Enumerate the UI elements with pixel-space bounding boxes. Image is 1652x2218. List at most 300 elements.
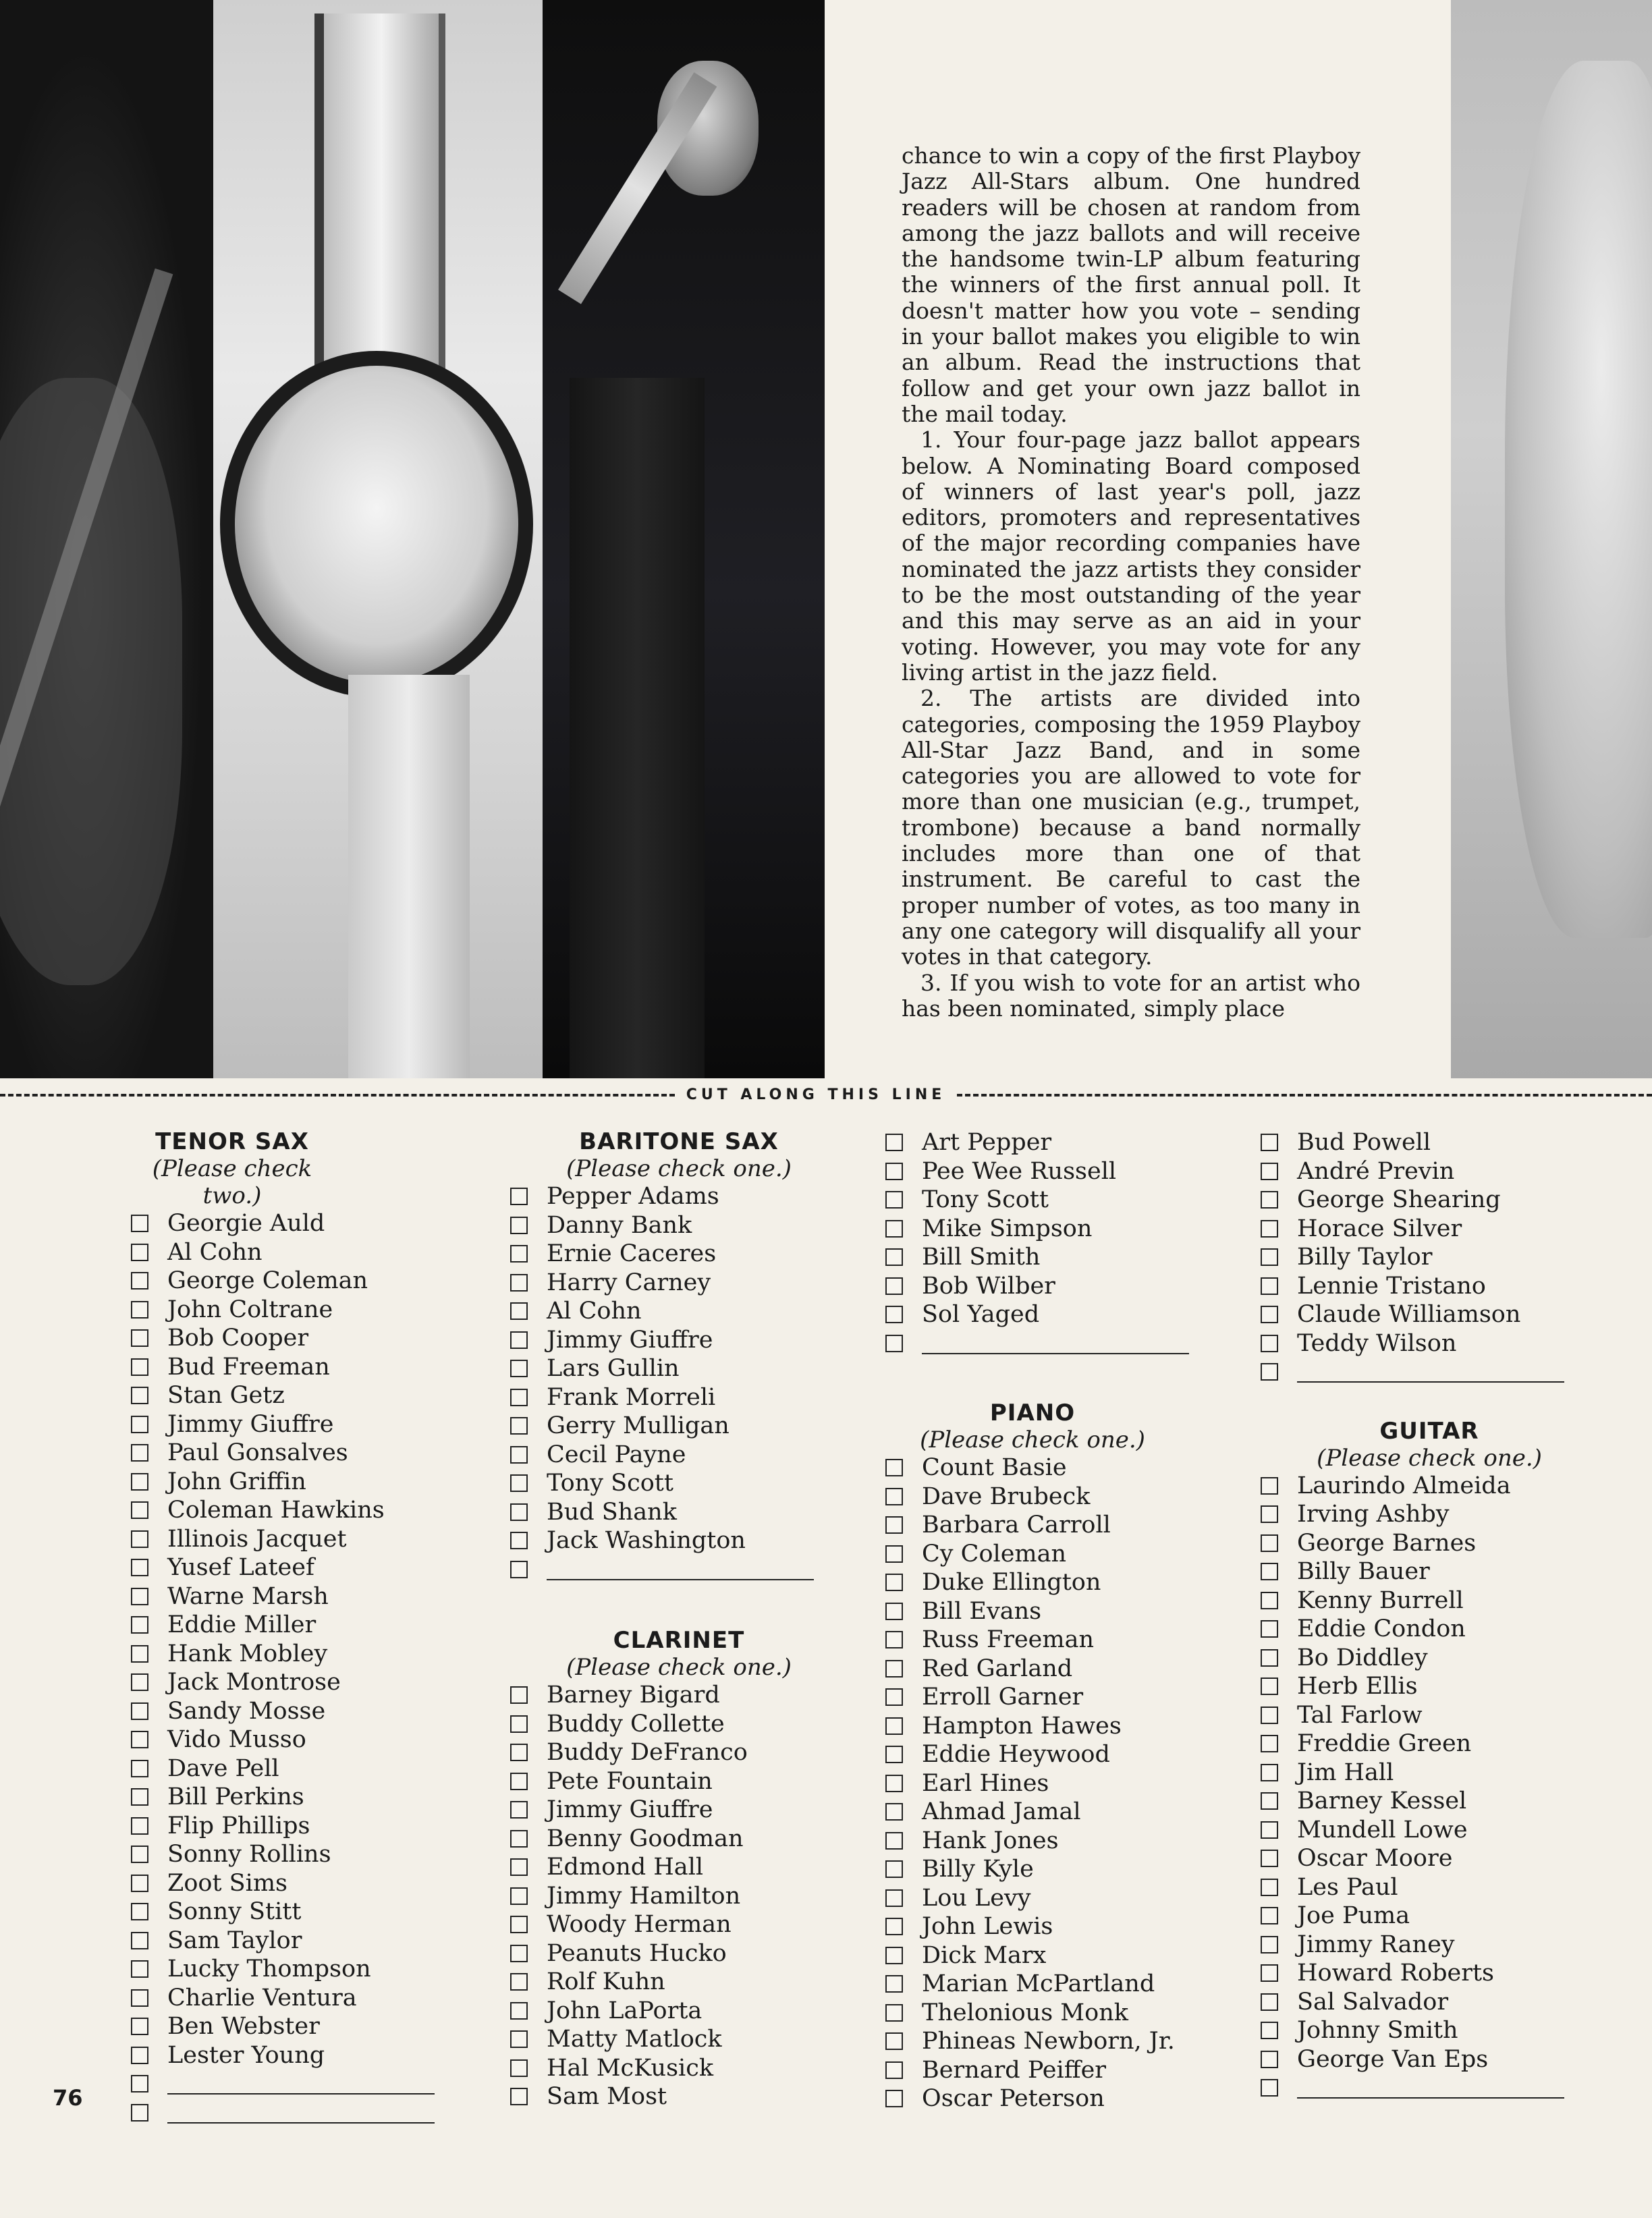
option-label: Jimmy Giuffre [167, 1410, 334, 1438]
checkbox[interactable] [510, 1916, 528, 1933]
ballot-option[interactable] [131, 1353, 441, 1382]
checkbox[interactable] [131, 1645, 148, 1663]
ballot-option[interactable] [1261, 1215, 1571, 1244]
ballot-option[interactable] [1261, 1959, 1571, 1988]
ballot-option[interactable] [510, 2025, 821, 2054]
ballot-option[interactable] [510, 1710, 821, 1739]
checkbox[interactable] [885, 2004, 903, 2022]
ballot-option[interactable] [131, 1410, 441, 1439]
ballot-option[interactable] [510, 1910, 821, 1939]
ballot-option[interactable] [510, 1354, 821, 1383]
cut-line [0, 1085, 1652, 1105]
ballot-option[interactable] [131, 1955, 441, 1984]
checkbox[interactable] [510, 1801, 528, 1819]
checkbox[interactable] [1261, 1248, 1278, 1266]
baritone-sax-header [510, 1128, 848, 1182]
ballot-option[interactable] [131, 1209, 441, 1238]
checkbox[interactable] [885, 1660, 903, 1678]
checkbox[interactable] [1261, 1335, 1278, 1352]
checkbox[interactable] [510, 1887, 528, 1905]
ballot-option[interactable] [510, 1383, 821, 1412]
option-label: Vido Musso [167, 1726, 306, 1753]
ballot-option[interactable] [1261, 1873, 1571, 1902]
checkbox[interactable] [131, 1760, 148, 1777]
checkbox[interactable] [510, 1561, 528, 1578]
checkbox[interactable] [510, 1945, 528, 1962]
checkbox[interactable] [1261, 1363, 1278, 1381]
ballot-option[interactable] [510, 1211, 821, 1240]
checkbox[interactable] [131, 2047, 148, 2064]
cut-line-dashes-right [957, 1094, 1652, 1097]
write-in-line[interactable] [547, 1559, 814, 1580]
intro-paragraph: 1. Your four-page jazz ballot appears below. A Nominating Board composed of winners of last year's poll, jazz editors, promoters and representatives of the major recording companies have nominated the jazz artists they consider to be the most outstanding of the year and this may serve as an aid in your voting. However, you may vote for any living artist in the jazz field. [902, 426, 1360, 686]
option-label: Barney Kessel [1297, 1787, 1467, 1814]
ballot-option[interactable] [131, 1582, 441, 1611]
ballot-option[interactable] [131, 1381, 441, 1410]
option-label: Eddie Miller [167, 1611, 316, 1638]
checkbox[interactable] [885, 1335, 903, 1352]
ballot-option[interactable] [1261, 1844, 1571, 1873]
ballot-option[interactable] [885, 1655, 1196, 1684]
checkbox[interactable] [131, 1932, 148, 1949]
option-label: Tony Scott [922, 1186, 1049, 1213]
section-title: TENOR SAX [155, 1128, 309, 1155]
ballot-option[interactable] [131, 1439, 441, 1468]
option-label: Claude Williamson [1297, 1301, 1521, 1328]
ballot-option[interactable] [885, 1626, 1196, 1655]
checkbox[interactable] [885, 1746, 903, 1763]
checkbox[interactable] [510, 1245, 528, 1263]
ballot-option[interactable] [510, 1681, 821, 1710]
ballot-option[interactable] [510, 1469, 821, 1498]
checkbox[interactable] [885, 1248, 903, 1266]
checkbox[interactable] [510, 1188, 528, 1205]
checkbox[interactable] [885, 1163, 903, 1180]
ballot-option[interactable] [1261, 1931, 1571, 1960]
checkbox[interactable] [131, 1702, 148, 1720]
checkbox[interactable] [1261, 1563, 1278, 1580]
intro-paragraph: 3. If you wish to vote for an artist who has been nominated, simply place [902, 969, 1360, 1022]
checkbox[interactable] [885, 2061, 903, 2079]
checkbox[interactable] [1261, 1964, 1278, 1982]
checkbox[interactable] [1261, 1649, 1278, 1667]
checkbox[interactable] [885, 1947, 903, 1964]
ballot-option[interactable] [510, 1882, 821, 1911]
ballot-option[interactable] [1261, 1729, 1571, 1758]
checkbox[interactable] [885, 1832, 903, 1850]
ballot-option[interactable] [885, 1912, 1196, 1941]
option-label: Rolf Kuhn [547, 1968, 665, 1995]
ballot-option[interactable] [510, 2054, 821, 2083]
checkbox[interactable] [131, 1301, 148, 1319]
option-label: Hal McKusick [547, 2054, 714, 2082]
ballot-option[interactable] [510, 1767, 821, 1796]
ballot-option[interactable] [131, 1812, 441, 1841]
write-in-row[interactable] [1261, 1358, 1571, 1387]
ballot-option[interactable] [1261, 1701, 1571, 1730]
write-in-row[interactable] [885, 1329, 1196, 1358]
option-label: Hank Mobley [167, 1640, 328, 1667]
write-in-row[interactable] [1261, 2074, 1571, 2103]
option-label: Harry Carney [547, 1269, 711, 1296]
checkbox[interactable] [131, 1673, 148, 1691]
checkbox[interactable] [1261, 1505, 1278, 1523]
write-in-row[interactable] [131, 2099, 441, 2128]
checkbox[interactable] [510, 1858, 528, 1876]
checkbox[interactable] [131, 1559, 148, 1576]
ballot-option[interactable] [885, 1157, 1196, 1186]
ballot-option[interactable] [1261, 1644, 1571, 1673]
ballot-option[interactable] [510, 1297, 821, 1326]
ballot-option[interactable] [1261, 1816, 1571, 1845]
ballot-option[interactable] [1261, 1557, 1571, 1586]
checkbox[interactable] [885, 1860, 903, 1878]
ballot-option[interactable] [885, 1884, 1196, 1913]
write-in-row[interactable] [131, 2070, 441, 2099]
checkbox[interactable] [1261, 1620, 1278, 1638]
checkbox[interactable] [510, 1744, 528, 1761]
checkbox[interactable] [131, 1358, 148, 1376]
ballot-option[interactable] [885, 1568, 1196, 1597]
checkbox[interactable] [131, 1329, 148, 1347]
ballot-option[interactable] [1261, 1128, 1571, 1157]
checkbox[interactable] [131, 1731, 148, 1748]
checkbox[interactable] [510, 1532, 528, 1549]
option-label: Laurindo Almeida [1297, 1472, 1511, 1499]
checkbox[interactable] [885, 1889, 903, 1907]
checkbox[interactable] [131, 2104, 148, 2122]
checkbox[interactable] [510, 1217, 528, 1234]
ballot-option[interactable] [885, 1683, 1196, 1712]
ballot-option[interactable] [510, 1326, 821, 1355]
ballot-option[interactable] [1261, 1787, 1571, 1816]
ballot-option[interactable] [885, 1597, 1196, 1626]
ballot-option[interactable] [885, 2084, 1196, 2113]
checkbox[interactable] [885, 2090, 903, 2107]
ballot-column-1 [131, 1128, 441, 2127]
checkbox[interactable] [510, 1417, 528, 1435]
checkbox[interactable] [131, 1588, 148, 1605]
ballot-option[interactable] [131, 1553, 441, 1582]
ballot-option[interactable] [131, 1754, 441, 1783]
ballot-option[interactable] [885, 1272, 1196, 1301]
checkbox[interactable] [131, 1989, 148, 2007]
ballot-option[interactable] [131, 1897, 441, 1926]
checkbox[interactable] [510, 1973, 528, 1991]
checkbox[interactable] [885, 1803, 903, 1821]
checkbox[interactable] [510, 2030, 528, 2048]
ballot-option[interactable] [131, 1783, 441, 1812]
ballot-option[interactable] [885, 1970, 1196, 1999]
checkbox[interactable] [885, 1775, 903, 1792]
checkbox[interactable] [885, 1306, 903, 1323]
ballot-option[interactable] [1261, 1243, 1571, 1272]
checkbox[interactable] [510, 2002, 528, 2020]
option-label: Peanuts Hucko [547, 1939, 727, 1967]
checkbox[interactable] [1261, 1792, 1278, 1810]
checkbox[interactable] [131, 1244, 148, 1261]
ballot-option[interactable] [510, 1968, 821, 1997]
ballot-option[interactable] [885, 1999, 1196, 2028]
option-label: Oscar Moore [1297, 1845, 1453, 1872]
option-label: Sonny Stitt [167, 1898, 302, 1925]
ballot-option[interactable] [1261, 1272, 1571, 1301]
ballot-option[interactable] [885, 1243, 1196, 1272]
checkbox[interactable] [510, 1830, 528, 1848]
ballot-option[interactable] [510, 1526, 821, 1555]
option-label: Sal Salvador [1297, 1988, 1449, 2016]
ballot-option[interactable] [885, 1740, 1196, 1769]
checkbox[interactable] [131, 1530, 148, 1548]
checkbox[interactable] [1261, 1220, 1278, 1238]
option-label: Count Basie [922, 1454, 1067, 1481]
ballot-option[interactable] [1261, 1988, 1571, 2017]
checkbox[interactable] [885, 1488, 903, 1505]
checkbox[interactable] [1261, 1163, 1278, 1180]
checkbox[interactable] [510, 1474, 528, 1492]
checkbox[interactable] [510, 1503, 528, 1521]
ballot-option[interactable] [885, 1540, 1196, 1569]
ballot-option[interactable] [510, 1825, 821, 1854]
checkbox[interactable] [1261, 1821, 1278, 1839]
checkbox[interactable] [1261, 1735, 1278, 1752]
checkbox[interactable] [510, 1302, 528, 1320]
ballot-option[interactable] [1261, 1186, 1571, 1215]
option-label: Dick Marx [922, 1941, 1047, 1969]
ballot-option[interactable] [1261, 1672, 1571, 1701]
checkbox[interactable] [885, 1631, 903, 1648]
section-note: (Please check two.) [152, 1155, 312, 1209]
option-label: Barbara Carroll [922, 1512, 1111, 1538]
checkbox[interactable] [885, 1717, 903, 1735]
ballot-option[interactable] [1261, 1329, 1571, 1358]
option-label: Paul Gonsalves [167, 1439, 348, 1466]
ballot-option[interactable] [1261, 1472, 1571, 1501]
ballot-option[interactable] [131, 2012, 441, 2041]
checkbox[interactable] [1261, 1764, 1278, 1781]
ballot-option[interactable] [885, 1827, 1196, 1856]
ballot-option[interactable] [1261, 2016, 1571, 2045]
checkbox[interactable] [885, 2032, 903, 2050]
checkbox[interactable] [1261, 1277, 1278, 1295]
checkbox[interactable] [131, 1501, 148, 1519]
checkbox[interactable] [1261, 1907, 1278, 1924]
checkbox[interactable] [510, 1331, 528, 1349]
checkbox[interactable] [131, 1272, 148, 1290]
checkbox[interactable] [131, 1788, 148, 1806]
checkbox[interactable] [510, 1715, 528, 1733]
ballot-option[interactable] [885, 1769, 1196, 1798]
checkbox[interactable] [1261, 1936, 1278, 1953]
ballot-option[interactable] [510, 1796, 821, 1825]
checkbox[interactable] [1261, 1477, 1278, 1495]
baritone-sax-list [510, 1182, 821, 1555]
checkbox[interactable] [131, 1473, 148, 1491]
checkbox[interactable] [885, 1918, 903, 1935]
ballot-option[interactable] [510, 1182, 821, 1211]
option-label: Freddie Green [1297, 1730, 1472, 1757]
checkbox[interactable] [885, 1220, 903, 1238]
ballot-option[interactable] [131, 2041, 441, 2070]
option-label: Dave Brubeck [922, 1482, 1091, 1510]
ballot-option[interactable] [1261, 1300, 1571, 1329]
ballot-option[interactable] [510, 1441, 821, 1470]
checkbox[interactable] [510, 2088, 528, 2105]
checkbox[interactable] [1261, 2051, 1278, 2068]
checkbox[interactable] [1261, 2022, 1278, 2039]
option-label: Jimmy Raney [1297, 1931, 1455, 1958]
checkbox[interactable] [1261, 1993, 1278, 2011]
checkbox[interactable] [510, 2059, 528, 2077]
ballot-option[interactable] [1261, 1157, 1571, 1186]
checkbox[interactable] [885, 1277, 903, 1295]
ballot-option[interactable] [885, 1300, 1196, 1329]
checkbox[interactable] [131, 1416, 148, 1433]
checkbox[interactable] [885, 1574, 903, 1591]
option-label: Les Paul [1297, 1873, 1398, 1901]
ballot-option[interactable] [131, 1267, 441, 1296]
checkbox[interactable] [131, 1875, 148, 1892]
checkbox[interactable] [131, 1846, 148, 1863]
option-label: Marian McPartland [922, 1970, 1155, 1997]
ballot-option[interactable] [131, 1525, 441, 1554]
checkbox[interactable] [131, 1215, 148, 1232]
checkbox[interactable] [510, 1274, 528, 1292]
ballot-option[interactable] [510, 1853, 821, 1882]
checkbox[interactable] [1261, 1678, 1278, 1695]
checkbox[interactable] [885, 1975, 903, 1993]
checkbox[interactable] [131, 1387, 148, 1404]
ballot-option[interactable] [131, 1496, 441, 1525]
checkbox[interactable] [1261, 1707, 1278, 1724]
ballot-option[interactable] [1261, 1500, 1571, 1529]
option-label: Jack Washington [547, 1527, 746, 1554]
checkbox[interactable] [510, 1446, 528, 1464]
ballot-option[interactable] [131, 1926, 441, 1956]
checkbox[interactable] [1261, 1879, 1278, 1896]
ballot-option[interactable] [510, 1498, 821, 1527]
ballot-option[interactable] [131, 1840, 441, 1869]
checkbox[interactable] [131, 1616, 148, 1634]
ballot-option[interactable] [510, 1240, 821, 1269]
ballot-option[interactable] [510, 1997, 821, 2026]
ballot-option[interactable] [510, 2082, 821, 2111]
option-label: Duke Ellington [922, 1569, 1101, 1596]
write-in-line[interactable] [167, 2102, 435, 2124]
checkbox[interactable] [131, 1444, 148, 1462]
option-label: Buddy Collette [547, 1710, 725, 1738]
checkbox[interactable] [510, 1389, 528, 1406]
checkbox[interactable] [1261, 1850, 1278, 1867]
ballot-option[interactable] [131, 1869, 441, 1898]
option-label: George Coleman [167, 1267, 368, 1294]
write-in-line[interactable] [167, 2073, 435, 2095]
option-label: Illinois Jacquet [167, 1525, 347, 1553]
ballot-option[interactable] [510, 1738, 821, 1767]
option-label: Al Cohn [547, 1298, 642, 1325]
option-label: Ahmad Jamal [922, 1798, 1081, 1825]
checkbox[interactable] [1261, 1592, 1278, 1609]
ballot-option[interactable] [131, 1238, 441, 1267]
ballot-option[interactable] [131, 1725, 441, 1754]
ballot-option[interactable] [131, 1324, 441, 1353]
checkbox[interactable] [885, 1134, 903, 1151]
checkbox[interactable] [885, 1191, 903, 1209]
intro-paragraph: 2. The artists are divided into categories, composing the 1959 Playboy All-Star Jazz Band, and in some categories you are allowed to vote for more than one musician (e.g., trumpet, trombone) because a band normally includes more than one of that instrument. Be careful to cast the proper number of votes, as too many in any one category will disqualify all your votes in that category. [902, 685, 1360, 970]
ballot-option[interactable] [1261, 1615, 1571, 1644]
write-in-row[interactable] [510, 1555, 821, 1584]
checkbox[interactable] [131, 2018, 148, 2035]
checkbox[interactable] [1261, 2079, 1278, 2097]
ballot-option[interactable] [131, 1640, 441, 1669]
checkbox[interactable] [885, 1459, 903, 1476]
ballot-option[interactable] [131, 1697, 441, 1726]
ballot-option[interactable] [885, 2056, 1196, 2085]
checkbox[interactable] [885, 1545, 903, 1563]
ballot-option[interactable] [885, 1482, 1196, 1512]
checkbox[interactable] [885, 1516, 903, 1534]
ballot-option[interactable] [510, 1412, 821, 1441]
option-label: Pete Fountain [547, 1767, 713, 1795]
checkbox[interactable] [131, 1817, 148, 1835]
option-label: Frank Morreli [547, 1383, 716, 1411]
write-in-line[interactable] [1297, 2077, 1564, 2099]
checkbox[interactable] [885, 1603, 903, 1620]
ballot-option[interactable] [1261, 2045, 1571, 2074]
ballot-option[interactable] [1261, 1758, 1571, 1787]
ballot-option[interactable] [131, 1984, 441, 2013]
checkbox[interactable] [131, 1960, 148, 1978]
ballot-option[interactable] [131, 1611, 441, 1640]
checkbox[interactable] [1261, 1534, 1278, 1552]
option-label: Tal Farlow [1297, 1701, 1423, 1729]
write-in-line[interactable] [922, 1333, 1189, 1354]
option-label: Howard Roberts [1297, 1960, 1494, 1987]
ballot-option[interactable] [885, 1128, 1196, 1157]
option-label: Jimmy Hamilton [547, 1882, 741, 1910]
checkbox[interactable] [510, 1686, 528, 1704]
ballot-option[interactable] [885, 1855, 1196, 1884]
ballot-option[interactable] [885, 1941, 1196, 1970]
ballot-option[interactable] [131, 1468, 441, 1497]
checkbox[interactable] [510, 1773, 528, 1790]
ballot-option[interactable] [885, 2027, 1196, 2056]
write-in-line[interactable] [1297, 1361, 1564, 1383]
ballot-option[interactable] [1261, 1586, 1571, 1615]
checkbox[interactable] [885, 1688, 903, 1706]
ballot-option[interactable] [510, 1269, 821, 1298]
ballot-option[interactable] [510, 1939, 821, 1968]
ballot-option[interactable] [885, 1511, 1196, 1540]
checkbox[interactable] [1261, 1134, 1278, 1151]
ballot-option[interactable] [885, 1453, 1196, 1482]
intro-paragraph: chance to win a copy of the first Playboy Jazz All-Stars album. One hundred readers will be chosen at random from among the jazz ballots and will receive the handsome twin-LP album featuring the winners of the first annual poll. It doesn't matter how you vote – sending in your ballot makes you eligible to win an album. Read the instructions that follow and get your own jazz ballot in the mail today. [902, 142, 1360, 427]
checkbox[interactable] [1261, 1306, 1278, 1323]
piano-list-continued [1261, 1128, 1571, 1358]
ballot-option[interactable] [885, 1712, 1196, 1741]
ballot-option[interactable] [885, 1186, 1196, 1215]
ballot-option[interactable] [131, 1668, 441, 1697]
ballot-option[interactable] [1261, 1902, 1571, 1931]
ballot-option[interactable] [131, 1296, 441, 1325]
ballot-option[interactable] [885, 1798, 1196, 1827]
checkbox[interactable] [131, 2075, 148, 2092]
checkbox[interactable] [1261, 1191, 1278, 1209]
ballot-option[interactable] [885, 1215, 1196, 1244]
checkbox[interactable] [131, 1903, 148, 1920]
ballot-option[interactable] [1261, 1529, 1571, 1558]
checkbox[interactable] [510, 1360, 528, 1377]
